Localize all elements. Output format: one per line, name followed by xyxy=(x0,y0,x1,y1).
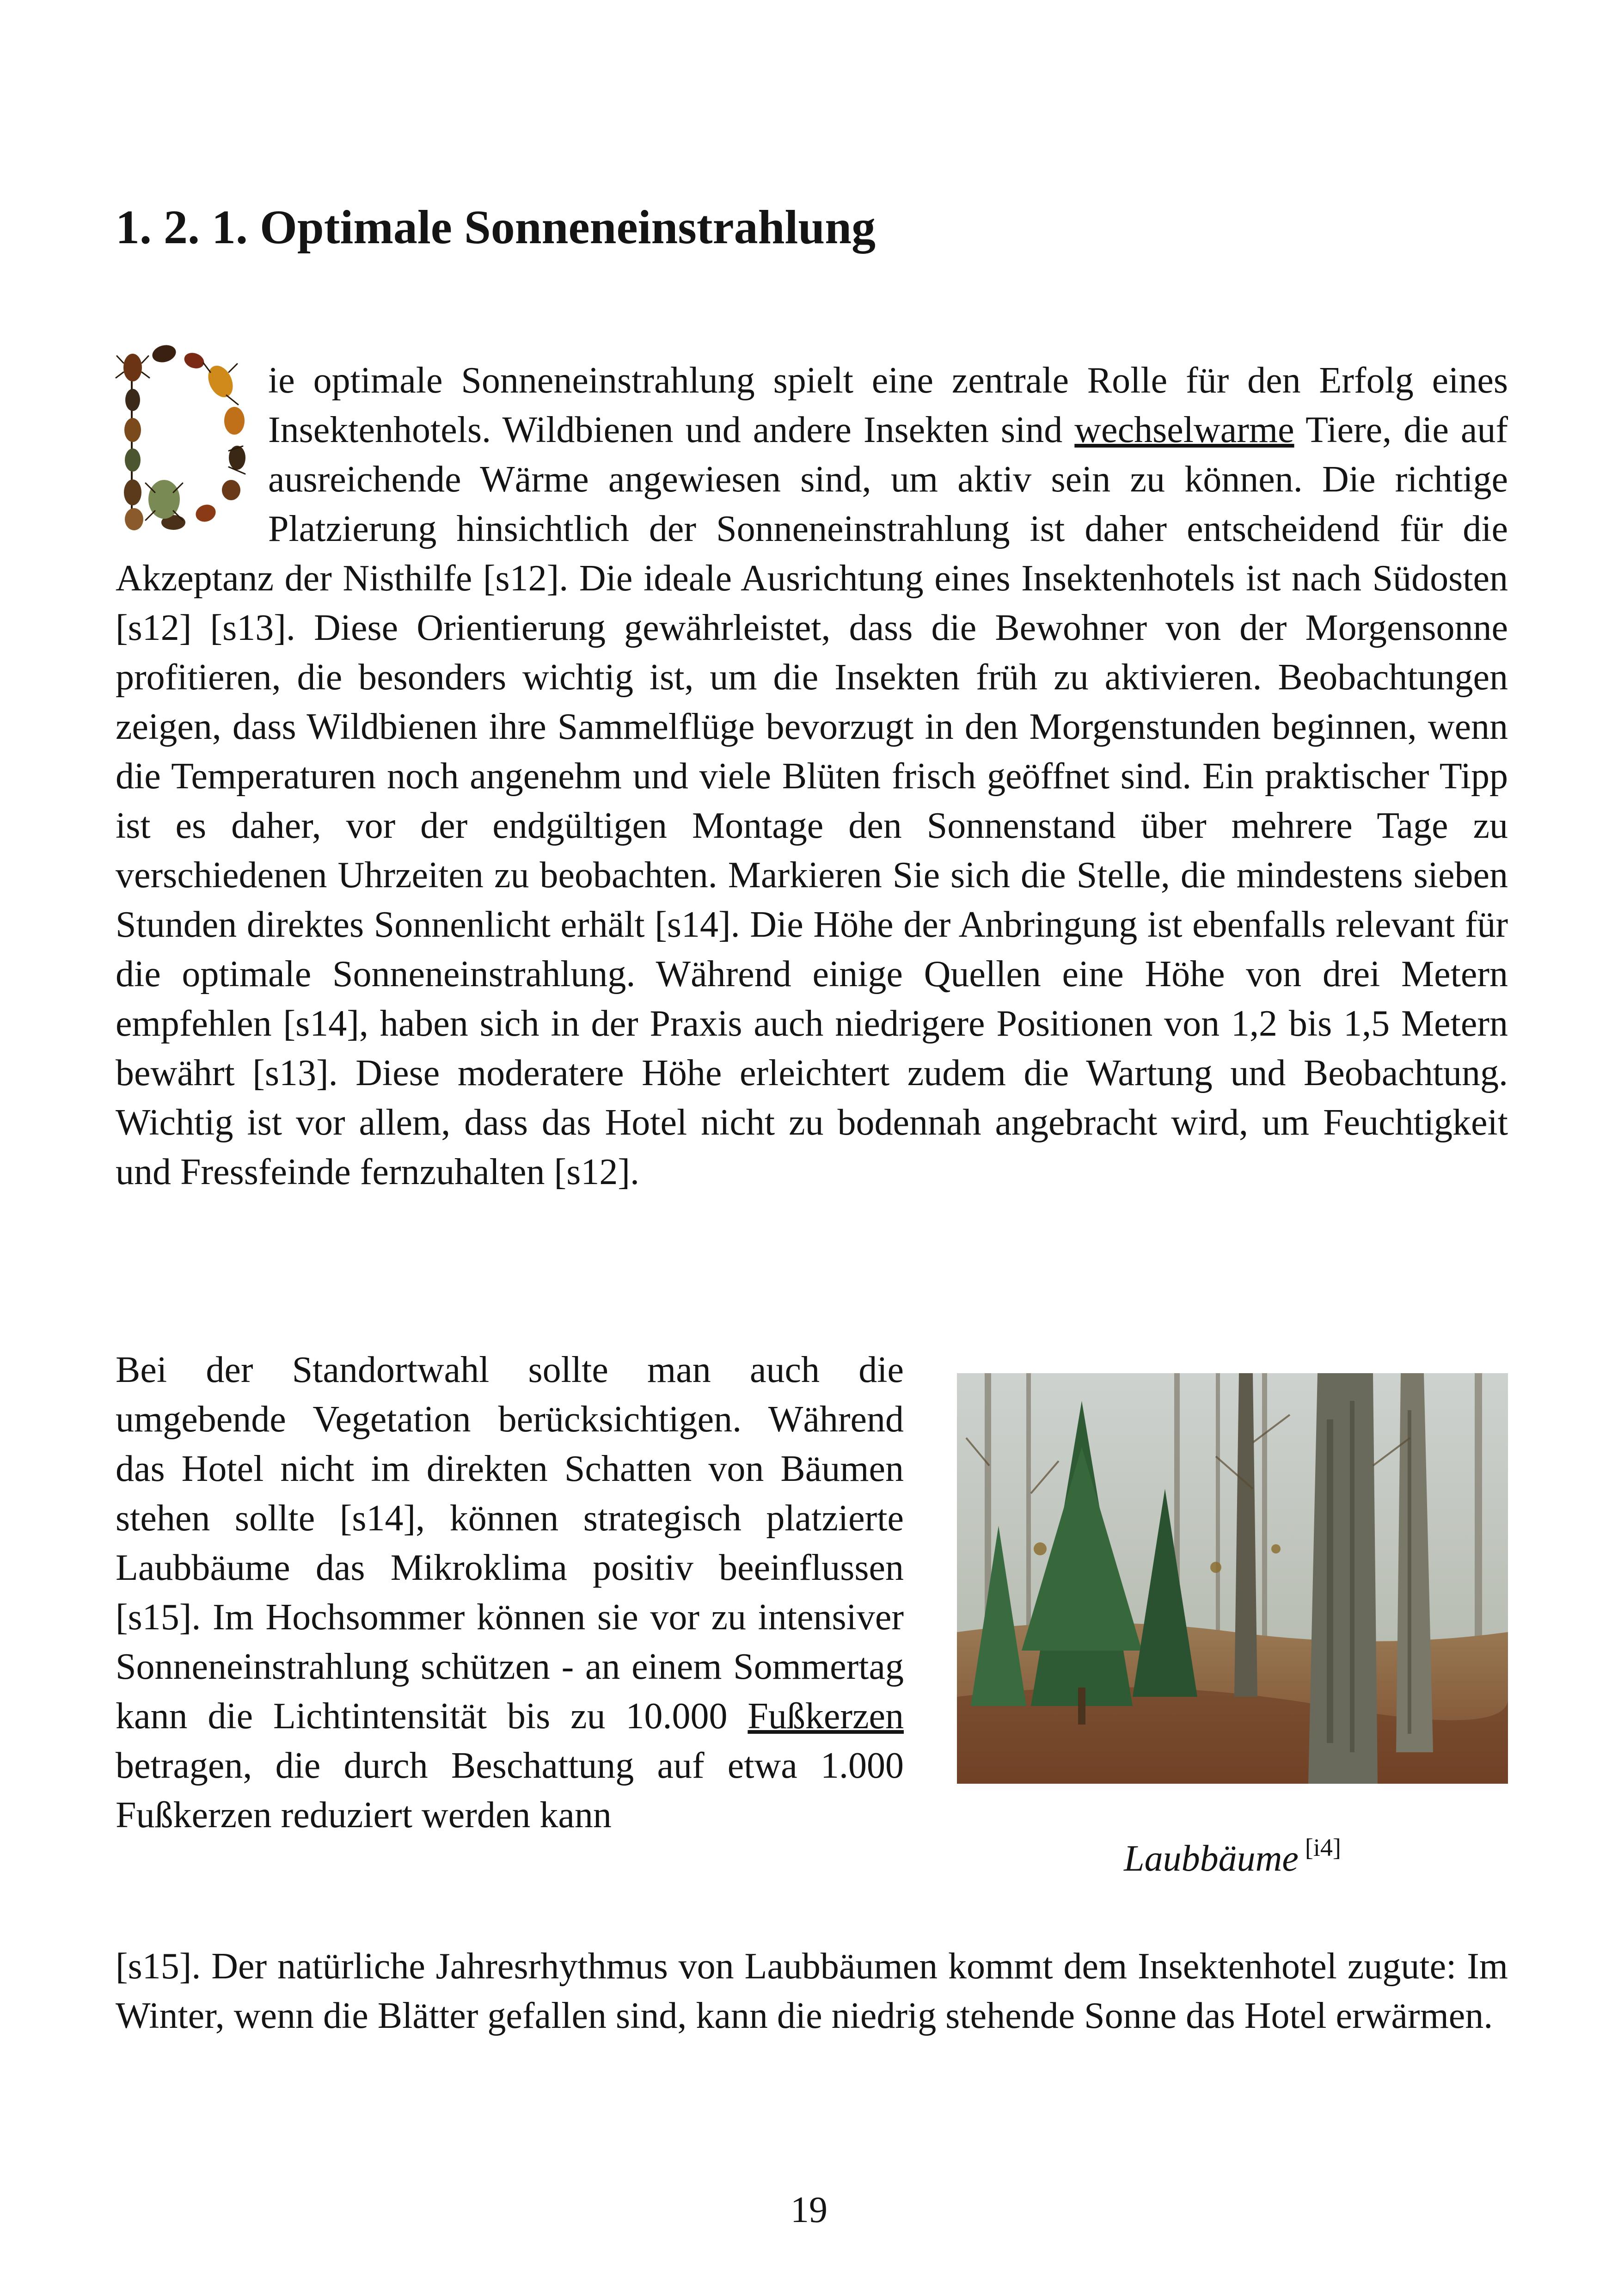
beetle-column xyxy=(123,354,143,530)
insect-drop-cap-d-icon xyxy=(113,335,268,534)
paragraph-vegetation-lead: Bei der Standortwahl sollte man auch die umgebende Vegetation berücksichtigen. Während das Hotel nicht im direkten Schatten von Bäumen stehen sollte [s14], können strategisch platzierte Laubbäume das Mikroklima positiv beeinflussen [s15]. Im Hochsommer können sie vor zu intensiver Sonneneinstrahlung schützen - an einem Sommertag kann die Lichtintensität bis zu 10.000 xyxy=(116,1350,904,1737)
paragraph-conclusion: [s15]. Der natürliche Jahresrhythmus von Laubbäumen kommt dem Insektenhotel zugute: Im Winter, wenn die Blätter gefallen sind, kann die niedrig stehende Sonne das Hotel erwärmen. xyxy=(116,1946,1508,2036)
paragraph-vegetation-rest: betragen, die durch Beschattung auf etwa 1.000 Fußkerzen reduziert werden kann xyxy=(116,1745,904,1836)
paragraph-vegetation xyxy=(116,1345,904,1942)
section-heading: 1. 2. 1. Optimale Sonneneinstrahlung xyxy=(116,201,876,254)
paragraph-intro xyxy=(116,356,1508,1197)
caption-reference: [i4] xyxy=(1305,1834,1341,1861)
page-number: 19 xyxy=(791,2190,827,2230)
fusskerzen-link[interactable]: Fußkerzen xyxy=(748,1696,904,1737)
caption-text: Laubbäume xyxy=(1124,1838,1299,1879)
wechselwarme-link[interactable]: wechselwarme xyxy=(1074,410,1294,450)
figure-caption xyxy=(957,1833,1508,1880)
forest-photo xyxy=(957,1373,1508,1784)
paragraph-intro-lead: ie optimale Sonneneinstrahlung spielt eine zentrale Rolle für den Erfolg eines Insektenhotels. Wildbienen und andere Insekten sind xyxy=(268,360,1508,450)
paragraph-intro-rest: Tiere, die auf ausreichende Wärme angewiesen sind, um aktiv sein zu können. Die richtige Platzierung hinsichtlich der Sonneneinstrahlung ist daher entscheidend für die Akzeptanz der Nisthilfe [s12]. Die ideale Ausrichtung eines Insektenhotels ist nach Südosten [s12] [s13]. Diese Orientierung gewährleistet, dass die Bewohner von der Morgensonne profitieren, die besonders wichtig ist, um die Insekten früh zu aktivieren. Beobachtungen zeigen, dass Wildbienen ihre Sammelflüge bevorzugt in den Morgenstunden beginnen, wenn die Temperaturen noch angenehm und viele Blüten frisch geöffnet sind. Ein praktischer Tipp ist es daher, vor der endgültigen Montage den Sonnenstand über mehrere Tage zu verschiedenen Uhrzeiten zu beobachten. Markieren Sie sich die Stelle, die mindestens sieben Stunden direktes Sonnenlicht erhält [s14]. Die Höhe der Anbringung ist ebenfalls relevant für die optimale Sonneneinstrahlung. Während einige Quellen eine Höhe von drei Metern empfehlen [s14], haben sich in der Praxis auch niedrigere Positionen von 1,2 bis 1,5 Metern bewährt [s13]. Diese moderatere Höhe erleichtert zudem die Wartung und Beobachtung. Wichtig ist vor allem, dass das Hotel nicht zu bodennah angebracht wird, um Feuchtigkeit und Fressfeinde fernzuhalten [s12]. xyxy=(116,410,1508,1192)
